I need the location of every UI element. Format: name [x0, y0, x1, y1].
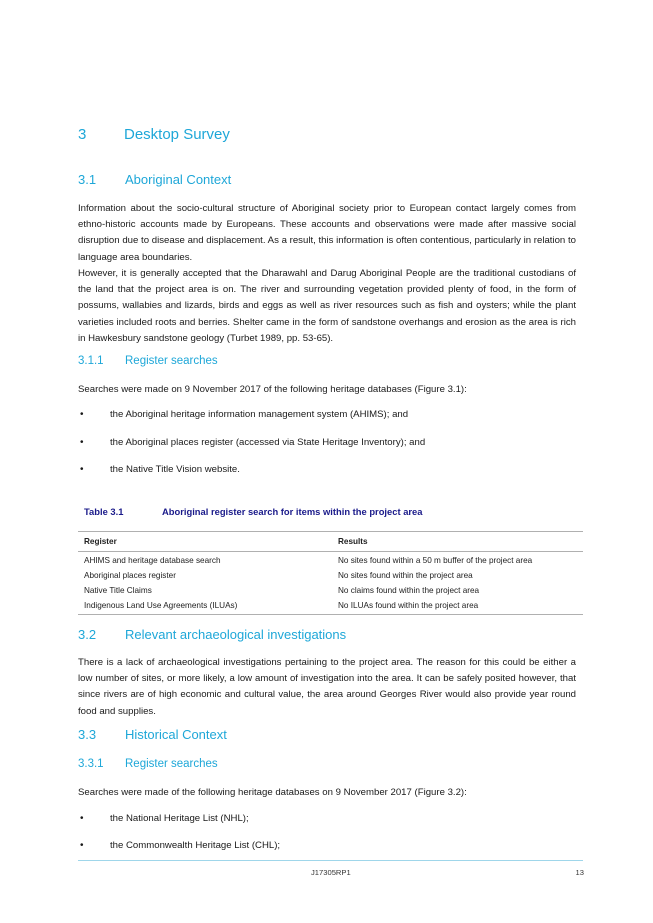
subsection-title: Historical Context [125, 727, 227, 742]
paragraph: There is a lack of archaeological investigations pertaining to the project area. The reason for this could be either a low number of sites, or more likely, a low amount of investigation into the area. It can be safely posited however, that since rivers are of high economic and cultural value, the area around Georges River would also provide year round food and supplies. [78, 657, 576, 717]
paragraph: Searches were made of the following heritage databases on 9 November 2017 (Figure 3.2): [78, 787, 467, 798]
list-item: the Native Title Vision website. [110, 464, 240, 475]
table-cell: No sites found within a 50 m buffer of the project area [338, 556, 533, 565]
subsection-title: Relevant archaeological investigations [125, 627, 347, 642]
bullet-icon: • [80, 813, 84, 824]
section-title: Desktop Survey [124, 126, 230, 143]
table-caption: Aboriginal register search for items within the project area [162, 506, 423, 517]
table-header-register: Register [84, 537, 117, 546]
section-number: 3 [78, 126, 87, 143]
subsubsection-title: Register searches [125, 355, 218, 367]
table-label: Table 3.1 [84, 506, 124, 517]
table-cell: No sites found within the project area [338, 571, 473, 580]
list-item: the Aboriginal heritage information management system (AHIMS); and [110, 409, 409, 420]
list-item: the National Heritage List (NHL); [110, 813, 249, 824]
list-item: the Aboriginal places register (accessed via State Heritage Inventory); and [110, 437, 426, 448]
bullet-icon: • [80, 409, 84, 420]
subsection-number: 3.3 [78, 727, 97, 742]
table-cell: Native Title Claims [84, 586, 152, 595]
table-bottom-rule [78, 614, 583, 615]
bullet-icon: • [80, 840, 84, 851]
paragraph: However, it is generally accepted that the Dharawahl and Darug Aboriginal People are the traditional custodians of the land that the project area is on. The river and surrounding vegetation provided plenty of food, in the form of possums, wallabies and lizards, birds and eggs as well as river resources such as fish and oysters; while the plant varieties included roots and berries. Shelter came in the form of sandstone overhangs and erosion as the area is rich in Hawkesbury sandstone geology (Turbet 1989, pp. 53-65). [78, 268, 576, 344]
subsection-title: Aboriginal Context [125, 172, 232, 187]
table-cell: AHIMS and heritage database search [84, 556, 221, 565]
footer-rule [78, 860, 583, 861]
subsubsection-number: 3.3.1 [78, 758, 104, 770]
page-number: 13 [575, 868, 584, 877]
table-cell: Indigenous Land Use Agreements (ILUAs) [84, 601, 238, 610]
table-cell: No claims found within the project area [338, 586, 480, 595]
subsubsection-number: 3.1.1 [78, 355, 104, 367]
table-header-rule [78, 551, 583, 552]
table-cell: No ILUAs found within the project area [338, 601, 479, 610]
table-header-results: Results [338, 537, 368, 546]
subsection-number: 3.2 [78, 627, 97, 642]
bullet-icon: • [80, 437, 84, 448]
footer-doc-id: J17305RP1 [311, 868, 351, 877]
paragraph: Searches were made on 9 November 2017 of the following heritage databases (Figure 3.1): [78, 384, 467, 395]
subsubsection-title: Register searches [125, 758, 218, 770]
subsection-number: 3.1 [78, 172, 97, 187]
table-cell: Aboriginal places register [84, 571, 176, 580]
list-item: the Commonwealth Heritage List (CHL); [110, 840, 281, 851]
paragraph: Information about the socio-cultural structure of Aboriginal society prior to European contact largely comes from ethno-historic accounts made by Europeans. These accounts and observations were made after massive social disruption due to disease and displacement. As a result, this information is often contentious, particularly in relation to language area boundaries. [78, 203, 576, 263]
table-top-rule [78, 531, 583, 532]
bullet-icon: • [80, 464, 84, 475]
